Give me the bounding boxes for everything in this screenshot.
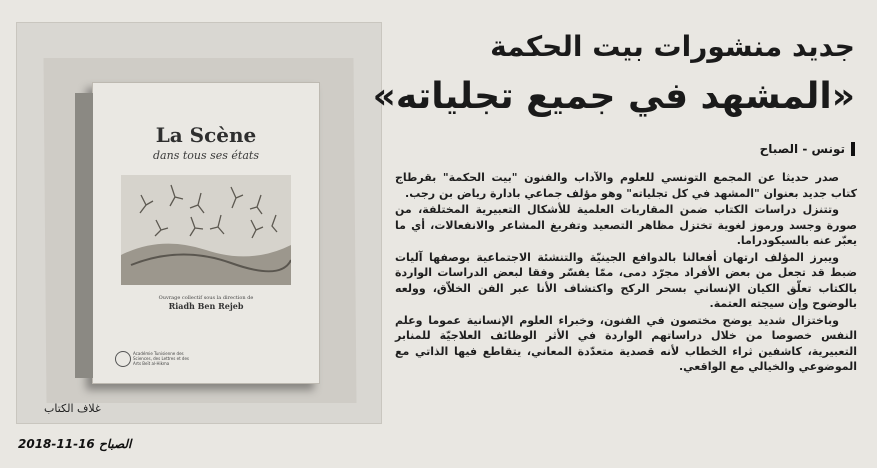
article-paragraph: ويبرز المؤلف ارتهان أفعالنا بالدوافع الجينيّة والتنشئة الاجتماعية بوصفها آليات ضبط قد تجعل من بعض الأفراد مجرّد دمى، ممّا يفسّر وفقا لبعض الدراسات الواردة بالكتاب تعلّق الكيان الإنساني بسحر الركح واكتشاف الأنا عبر الفن الخلاّق، وولعه بالوضوح وإن سيجته العتمة.	[395, 250, 857, 310]
byline: تونس - الصباح	[760, 142, 855, 156]
publisher-logo-icon	[115, 351, 131, 367]
book-edited-line: Ouvrage collectif sous la direction de	[158, 295, 254, 301]
article-body	[395, 170, 857, 376]
kicker: جديد منشورات بيت الحكمة	[490, 30, 855, 63]
article-paragraph: صدر حديثا عن المجمع التونسي للعلوم والآداب والفنون "بيت الحكمة" بقرطاج كتاب جديد بعنوان "المشهد في كل تجلياته" وهو مؤلف جماعي بادارة رياض بن رجب.	[395, 171, 857, 200]
book-spine	[75, 93, 93, 378]
date-stamp: الصباح 16-11-2018	[18, 437, 132, 451]
book-publisher: Académie Tunisienne des Sciences, des Lettres et des Arts Beït al-Hikma	[133, 351, 190, 366]
book-cover-illustration	[121, 175, 291, 285]
article-paragraph: وباختزال شديد يوضح مختصون في الفنون، وخبراء العلوم الإنسانية عموما وعلم النفس خصوصا من خلال دراساتهم الواردة في الأثر الوظائف العلاجيّة للمنابر التعبيرية، كاشفين ثراء الخطاب لأنه قصدية متعدّدة المعاني، يتقاطع فيها الذاتي مع الموضوعي والخيالي مع الواقعي.	[395, 313, 857, 373]
book-author: Riadh Ben Rejeb	[168, 301, 244, 311]
book-title: La Scène	[155, 123, 257, 147]
book-subtitle: dans tous ses états	[153, 149, 259, 162]
book-cover	[92, 82, 320, 384]
image-caption: غلاف الكتاب	[44, 402, 101, 415]
headline: «المشهد في جميع تجلياته»	[372, 76, 855, 117]
article-paragraph: وتتنزل دراسات الكتاب ضمن المقاربات العلمية للأشكال التعبيرية المختلفة، من صورة وجسد ورموز لغوية تختزل مظاهر التصعيد وتفريغ المشاعر والانفعالات، أي ما يعبّر عنه بالسيكودراما.	[395, 203, 857, 247]
